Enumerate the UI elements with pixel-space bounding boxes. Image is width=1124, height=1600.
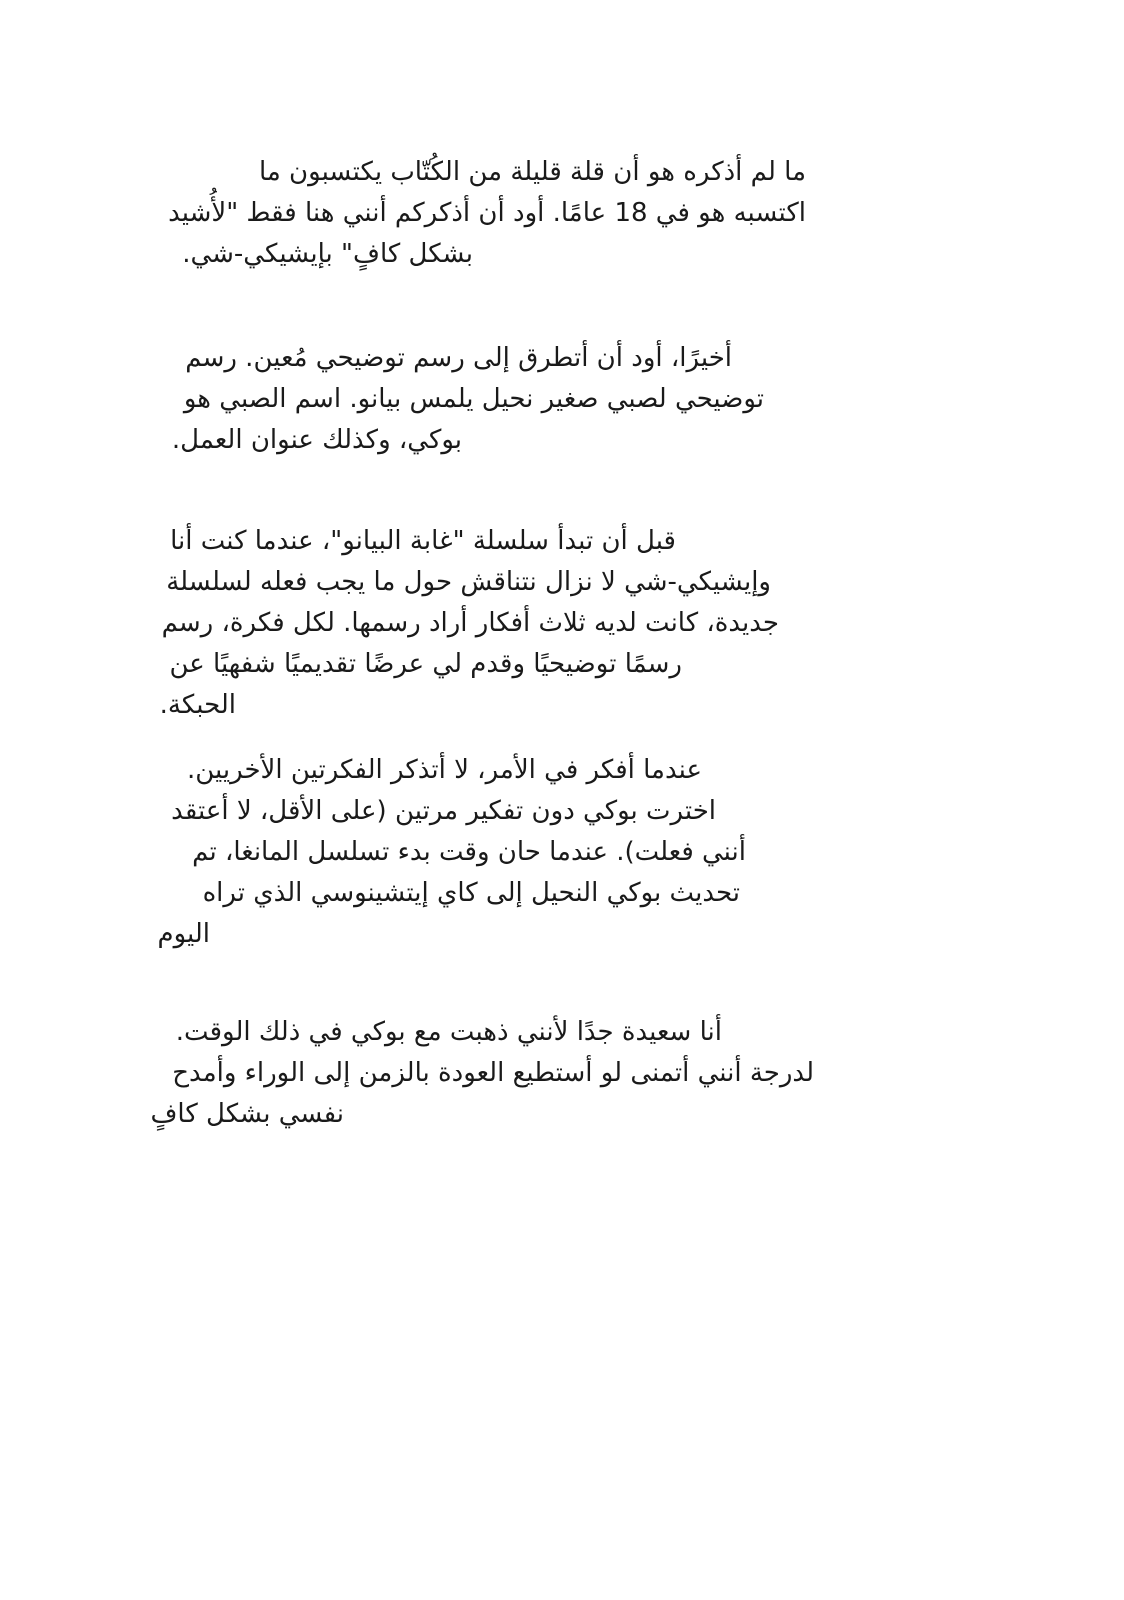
paragraph-line: رسمًا توضيحيًا وقدم لي عرضًا تقديميًا شفهيًا عن [169,649,682,679]
paragraph-1 [162,152,822,275]
paragraph-4 [157,750,822,955]
paragraph-line: نفسي بشكل كافٍ [150,1099,344,1129]
paragraph-line: لدرجة أنني أتمنى لو أستطيع العودة بالزمن إلى الوراء وأمدح [172,1058,814,1088]
paragraph-line: توضيحي لصبي صغير نحيل يلمس بيانو. اسم الصبي هو [183,384,764,414]
paragraph-line: بوكي، وكذلك عنوان العمل. [171,425,462,455]
paragraph-line: اكتسبه هو في 18 عامًا. أود أن أذكركم أنني هنا فقط "لأُشيد [168,198,806,228]
paragraph-5 [150,1012,822,1135]
paragraph-3 [159,521,822,726]
paragraph-line: أنني فعلت). عندما حان وقت بدء تسلسل المانغا، تم [192,837,746,867]
paragraph-2 [162,338,822,461]
paragraph-line: الحبكة. [159,690,236,720]
paragraph-line: أنا سعيدة جدًا لأنني ذهبت مع بوكي في ذلك الوقت. [175,1017,722,1047]
paragraph-line: قبل أن تبدأ سلسلة "غابة البيانو"، عندما كنت أنا [170,526,676,556]
paragraph-line: تحديث بوكي النحيل إلى كاي إيتشينوسي الذي تراه [202,878,740,908]
paragraph-line: اخترت بوكي دون تفكير مرتين (على الأقل، لا أعتقد [171,796,716,826]
paragraph-line: بشكل كافٍ" بإيشيكي-شي. [182,239,473,269]
paragraph-line: اليوم [157,919,210,949]
paragraph-line: جديدة، كانت لديه ثلاث أفكار أراد رسمها. لكل فكرة، رسم [161,608,779,638]
paragraph-line: وإيشيكي-شي لا نزال نتناقش حول ما يجب فعله لسلسلة [166,567,771,597]
paragraph-line: أخيرًا، أود أن أتطرق إلى رسم توضيحي مُعين. رسم [185,343,732,373]
paragraph-line: ما لم أذكره هو أن قلة قليلة من الكُتّاب يكتسبون ما [258,157,806,187]
paragraph-line: عندما أفكر في الأمر، لا أتذكر الفكرتين الأخريين. [186,755,702,785]
